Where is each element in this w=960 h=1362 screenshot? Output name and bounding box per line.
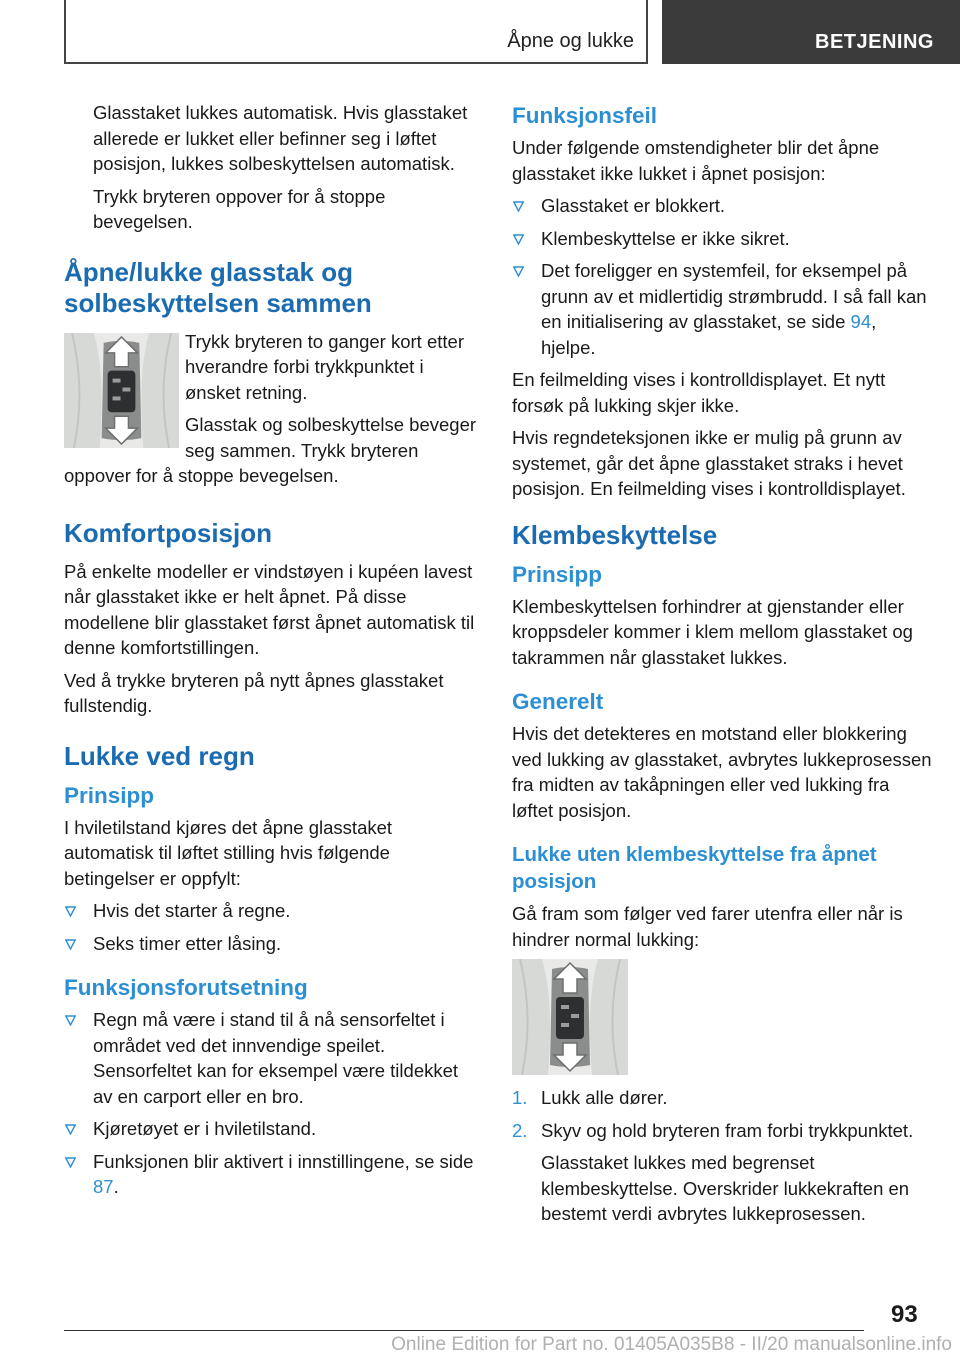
- left-column: [64, 100, 480, 1207]
- heading-comfort-position: Komfortposisjon: [64, 517, 272, 548]
- step-number: 2.: [512, 1119, 528, 1141]
- list-item: Seks timer etter låsing.: [64, 931, 480, 957]
- triangle-bullet-icon: [513, 266, 524, 277]
- intro-paragraph-2: Trykk bryteren oppover for å stoppe bevegelsen.: [93, 185, 386, 232]
- malfunction-list: [512, 193, 932, 360]
- together-paragraph-2: Glasstak og solbeskyttelse beveger seg sammen. Trykk bryteren oppover for å stoppe bevegelsen.: [64, 414, 477, 486]
- heading-general: Generelt: [512, 689, 604, 714]
- triangle-bullet-icon: [65, 1015, 76, 1026]
- intro-paragraph-1: Glasstaket lukkes automatisk. Hvis glasstaket allerede er lukket eller befinner seg i løftet posisjon, lukkes solbeskyttelsen automatisk.: [93, 102, 468, 174]
- triangle-bullet-icon: [65, 1124, 76, 1135]
- general-text: Hvis det detekteres en motstand eller blokkering ved lukking av glasstaket, avbrytes lukkeprosessen fra midten av takåpningen eller ved lukking fra løftet posisjon.: [512, 723, 932, 821]
- heading-malfunction: Funksjonsfeil: [512, 103, 658, 128]
- without-pinch-text: Gå fram som følger ved farer utenfra eller når is hindrer normal lukking:: [512, 903, 903, 950]
- header-section-title: Åpne og lukke: [507, 30, 634, 52]
- step-item: 2. Skyv og hold bryteren fram forbi trykkpunktet.: [512, 1118, 932, 1144]
- header-chapter-box: [662, 0, 960, 64]
- footer-divider: [64, 1330, 864, 1331]
- triangle-bullet-icon: [513, 234, 524, 245]
- step-note: Glasstaket lukkes med begrenset klembeskyttelse. Overskrider lukkekraften en bestemt verdi avbrytes lukkeprosessen.: [541, 1152, 910, 1224]
- pinch-principle-text: Klembeskyttelsen forhindrer at gjenstander eller kroppsdeler kommer i klem mellom glasstaket og takrammen når glasstaket lukkes.: [512, 595, 913, 668]
- triangle-bullet-icon: [65, 906, 76, 917]
- triangle-bullet-icon: [513, 201, 524, 212]
- header-chapter-title: BETJENING: [815, 31, 934, 53]
- roof-switch-illustration: [512, 959, 628, 1075]
- right-column: [512, 100, 932, 1234]
- list-item: Funksjonen blir aktivert i innstillingene, se side 87.: [64, 1149, 480, 1200]
- footer-edition-watermark: Online Edition for Part no. 01405A035B8 - II/20 manualsonline.info: [391, 1334, 952, 1355]
- step-item: 1. Lukk alle dører.: [512, 1085, 932, 1111]
- list-item: Klembeskyttelse er ikke sikret.: [512, 226, 932, 252]
- heading-pinch-protection: Klembeskyttelse: [512, 519, 718, 550]
- heading-function-prerequisite: Funksjonsforutsetning: [64, 975, 308, 1000]
- comfort-paragraph-1: På enkelte modeller er vindstøyen i kupéen lavest når glasstaket ikke er helt åpnet. På disse modellene blir glasstaket først åpnet automatisk til denne komfortstillingen.: [64, 560, 475, 658]
- together-paragraph-1: Trykk bryteren to ganger kort etter hverandre forbi trykkpunktet i ønsket retning.: [185, 330, 464, 403]
- list-item: Det foreligger en systemfeil, for eksempel på grunn av et midlertidig strømbrudd. I så fall kan en initialisering av glasstaket, se side 94, hjelpe.: [512, 258, 932, 360]
- prerequisite-list: [64, 1007, 480, 1200]
- steps-list: [512, 1085, 932, 1143]
- heading-pinch-principle: Prinsipp: [512, 561, 603, 587]
- triangle-bullet-icon: [65, 1157, 76, 1168]
- page-number: 93: [891, 1301, 918, 1328]
- page-link-87[interactable]: 87: [93, 1176, 114, 1197]
- rain-principle-list: [64, 898, 480, 956]
- step-number: 1.: [512, 1087, 528, 1108]
- triangle-bullet-icon: [65, 939, 76, 950]
- header-section-box: [64, 0, 648, 64]
- malfunction-paragraph-1: En feilmelding vises i kontrolldisplayet. Et nytt forsøk på lukking skjer ikke.: [512, 369, 886, 416]
- malfunction-paragraph-2: Hvis regndeteksjonen ikke er mulig på grunn av systemet, går det åpne glasstaket straks i hevet posisjon. En feilmelding vises i kontrolldisplayet.: [512, 427, 906, 499]
- heading-rain-principle: Prinsipp: [64, 782, 155, 808]
- roof-switch-illustration: [64, 333, 179, 448]
- list-item: Glasstaket er blokkert.: [512, 193, 932, 219]
- malfunction-intro: Under følgende omstendigheter blir det åpne glasstaket ikke lukket i åpnet posisjon:: [512, 137, 880, 184]
- heading-close-without-pinch: Lukke uten klembeskyttelse fra åpnet posisjon: [512, 843, 877, 893]
- page-link-94[interactable]: 94: [850, 311, 872, 332]
- rain-principle-text: I hviletilstand kjøres det åpne glasstaket automatisk til løftet stilling hvis følgende betingelser er oppfylt:: [64, 816, 393, 889]
- comfort-paragraph-2: Ved å trykke bryteren på nytt åpnes glasstaket fullstendig.: [64, 669, 444, 716]
- list-item: Kjøretøyet er i hviletilstand.: [64, 1116, 480, 1142]
- list-item: Hvis det starter å regne.: [64, 898, 480, 924]
- heading-close-on-rain: Lukke ved regn: [64, 740, 255, 771]
- list-item: Regn må være i stand til å nå sensorfeltet i området ved det innvendige speilet. Sensorfeltet kan for eksempel være tildekket av en carport eller en bro.: [64, 1007, 480, 1109]
- heading-open-close-together: Åpne/lukke glasstak og solbeskyttelsen sammen: [64, 256, 372, 318]
